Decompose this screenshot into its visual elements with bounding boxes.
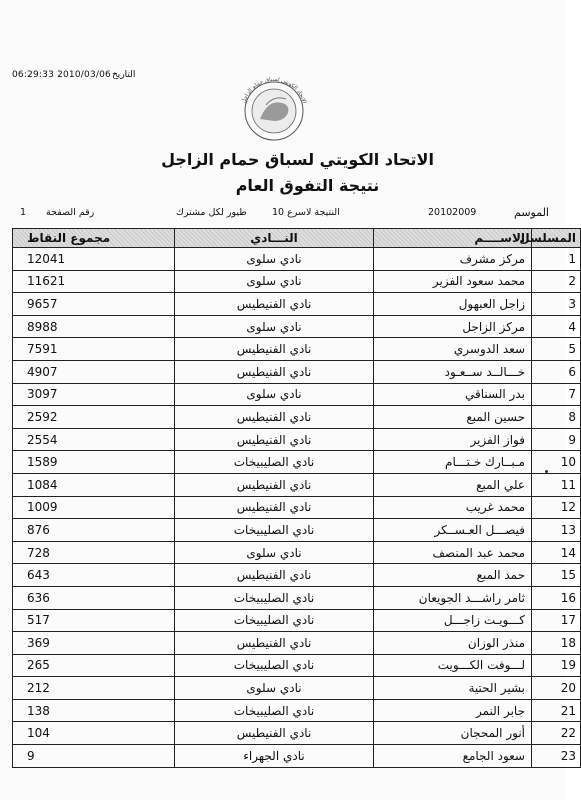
points-cell: 212 bbox=[13, 677, 175, 700]
name-cell: بشير الحتية bbox=[374, 677, 532, 700]
col-name-header: الاســــم bbox=[374, 229, 532, 248]
serial-cell: 19 bbox=[532, 654, 581, 677]
name-cell: سعد الدوسري bbox=[374, 338, 532, 361]
name-cell: مركز الزاجل bbox=[374, 315, 532, 338]
table-row bbox=[13, 745, 581, 768]
serial-cell: 18 bbox=[532, 632, 581, 655]
points-cell: 138 bbox=[13, 699, 175, 722]
club-cell: نادي الصليبيخات bbox=[175, 609, 374, 632]
table-row bbox=[13, 677, 581, 700]
club-cell: نادي الفنيطيس bbox=[175, 293, 374, 316]
serial-cell: 6 bbox=[532, 360, 581, 383]
name-cell: أنور المحجان bbox=[374, 722, 532, 745]
name-cell: خـــالــد ســعـود bbox=[374, 360, 532, 383]
name-cell: حسين المبع bbox=[374, 406, 532, 429]
name-cell: مركز مشرف bbox=[374, 248, 532, 271]
serial-cell: 20 bbox=[532, 677, 581, 700]
serial-cell: 2 bbox=[532, 270, 581, 293]
club-cell: نادي سلوى bbox=[175, 270, 374, 293]
table-row bbox=[13, 496, 581, 519]
name-cell: محمد عبد المنصف bbox=[374, 541, 532, 564]
name-cell: جابر النمر bbox=[374, 699, 532, 722]
page-subtitle: نتيجة التفوق العام bbox=[235, 176, 380, 195]
points-cell: 2554 bbox=[13, 428, 175, 451]
points-cell: 643 bbox=[13, 564, 175, 587]
name-cell: منذر الوزان bbox=[374, 632, 532, 655]
serial-cell: 17 bbox=[532, 609, 581, 632]
table-row bbox=[13, 428, 581, 451]
serial-cell: 13 bbox=[532, 519, 581, 542]
points-cell: 104 bbox=[13, 722, 175, 745]
results-table bbox=[12, 228, 581, 768]
name-cell: فيصـــل العـســكر bbox=[374, 519, 532, 542]
points-cell: 1009 bbox=[13, 496, 175, 519]
points-cell: 2592 bbox=[13, 406, 175, 429]
table-row bbox=[13, 270, 581, 293]
club-cell: نادي سلوى bbox=[175, 315, 374, 338]
serial-cell: 12 bbox=[532, 496, 581, 519]
col-club-header: النـــادي bbox=[175, 229, 374, 248]
club-cell: نادي الصليبيخات bbox=[175, 654, 374, 677]
club-cell: نادي سلوى bbox=[175, 541, 374, 564]
table-row bbox=[13, 451, 581, 474]
points-cell: 369 bbox=[13, 632, 175, 655]
club-cell: نادي الفنيطيس bbox=[175, 722, 374, 745]
table-row bbox=[13, 519, 581, 542]
col-serial-header: المسلسل bbox=[532, 229, 581, 248]
name-cell: علي المبع bbox=[374, 473, 532, 496]
club-cell: نادي الفنيطيس bbox=[175, 428, 374, 451]
club-cell: نادي الصليبيخات bbox=[175, 699, 374, 722]
club-cell: نادي سلوى bbox=[175, 677, 374, 700]
name-cell: بدر السناقي bbox=[374, 383, 532, 406]
serial-cell: 5 bbox=[532, 338, 581, 361]
serial-cell: 1 bbox=[532, 248, 581, 271]
name-cell: حمد المبع bbox=[374, 564, 532, 587]
points-cell: 9657 bbox=[13, 293, 175, 316]
table-row bbox=[13, 383, 581, 406]
table-row bbox=[13, 632, 581, 655]
club-cell: نادي الفنيطيس bbox=[175, 496, 374, 519]
page-number: 1 bbox=[20, 207, 27, 218]
club-cell: نادي سلوى bbox=[175, 248, 374, 271]
table-row bbox=[13, 654, 581, 677]
table-row bbox=[13, 406, 581, 429]
club-cell: نادي الفنيطيس bbox=[175, 406, 374, 429]
table-row bbox=[13, 473, 581, 496]
table-row bbox=[13, 338, 581, 361]
federation-logo bbox=[230, 75, 318, 141]
serial-cell: 14 bbox=[532, 541, 581, 564]
page-number-label: رقم الصفحة bbox=[46, 207, 95, 218]
serial-cell: 4 bbox=[532, 315, 581, 338]
serial-cell: 3 bbox=[532, 293, 581, 316]
serial-cell: 10 bbox=[532, 451, 581, 474]
serial-cell: 22 bbox=[532, 722, 581, 745]
points-cell: 9 bbox=[13, 745, 175, 768]
club-cell: نادي الصليبيخات bbox=[175, 519, 374, 542]
scan-dot bbox=[545, 470, 548, 473]
serial-cell: 9 bbox=[532, 428, 581, 451]
table-row bbox=[13, 541, 581, 564]
table-header-row bbox=[13, 229, 581, 248]
club-cell: نادي الفنيطيس bbox=[175, 564, 374, 587]
points-cell: 876 bbox=[13, 519, 175, 542]
season-value: 20102009 bbox=[428, 207, 477, 218]
serial-cell: 7 bbox=[532, 383, 581, 406]
club-cell: نادي الصليبيخات bbox=[175, 451, 374, 474]
table-row bbox=[13, 699, 581, 722]
col-points-header: مجموع النقاط bbox=[13, 229, 175, 248]
club-cell: نادي الفنيطيس bbox=[175, 338, 374, 361]
serial-cell: 8 bbox=[532, 406, 581, 429]
name-cell: محمد غريب bbox=[374, 496, 532, 519]
points-cell: 728 bbox=[13, 541, 175, 564]
club-cell: نادي الفنيطيس bbox=[175, 632, 374, 655]
results-body bbox=[13, 248, 581, 768]
name-cell: محمد سعود الفزير bbox=[374, 270, 532, 293]
name-cell: مـبــارك خـتـــام bbox=[374, 451, 532, 474]
name-cell: زاجل العبهول bbox=[374, 293, 532, 316]
table-row bbox=[13, 248, 581, 271]
logo-arc-text: الاتحاد الكويتي لسباق حمام الزاجل bbox=[241, 76, 307, 105]
points-cell: 11621 bbox=[13, 270, 175, 293]
table-row bbox=[13, 564, 581, 587]
table-row bbox=[13, 293, 581, 316]
points-cell: 7591 bbox=[13, 338, 175, 361]
club-cell: نادي الجهراء bbox=[175, 745, 374, 768]
name-cell: سعود الجامع bbox=[374, 745, 532, 768]
club-cell: نادي الفنيطيس bbox=[175, 360, 374, 383]
serial-cell: 21 bbox=[532, 699, 581, 722]
table-row bbox=[13, 609, 581, 632]
date-label: التاريخ bbox=[112, 70, 136, 80]
table-row bbox=[13, 586, 581, 609]
serial-cell: 23 bbox=[532, 745, 581, 768]
points-cell: 12041 bbox=[13, 248, 175, 271]
serial-cell: 11 bbox=[532, 473, 581, 496]
page-title: الاتحاد الكويتي لسباق حمام الزاجل bbox=[161, 150, 434, 169]
name-cell: كـــويـت زاجـــل bbox=[374, 609, 532, 632]
points-cell: 4907 bbox=[13, 360, 175, 383]
club-cell: نادي سلوى bbox=[175, 383, 374, 406]
points-cell: 636 bbox=[13, 586, 175, 609]
table-row bbox=[13, 315, 581, 338]
points-cell: 517 bbox=[13, 609, 175, 632]
name-cell: فواز الفزير bbox=[374, 428, 532, 451]
result-criteria: النتيجة لاسرع 10 bbox=[272, 207, 340, 218]
points-cell: 265 bbox=[13, 654, 175, 677]
table-row bbox=[13, 360, 581, 383]
points-cell: 3097 bbox=[13, 383, 175, 406]
points-cell: 8988 bbox=[13, 315, 175, 338]
name-cell: ثامر راشـــد الجويعان bbox=[374, 586, 532, 609]
table-row bbox=[13, 722, 581, 745]
club-cell: نادي الفنيطيس bbox=[175, 473, 374, 496]
points-cell: 1589 bbox=[13, 451, 175, 474]
serial-cell: 15 bbox=[532, 564, 581, 587]
birds-per-member: طيور لكل مشترك bbox=[176, 207, 247, 218]
name-cell: لـــوفت الكـــويت bbox=[374, 654, 532, 677]
serial-cell: 16 bbox=[532, 586, 581, 609]
season-label: الموسم bbox=[514, 206, 549, 219]
club-cell: نادي الصليبيخات bbox=[175, 586, 374, 609]
points-cell: 1084 bbox=[13, 473, 175, 496]
print-datetime: 06:29:33 2010/03/06 bbox=[12, 70, 111, 80]
